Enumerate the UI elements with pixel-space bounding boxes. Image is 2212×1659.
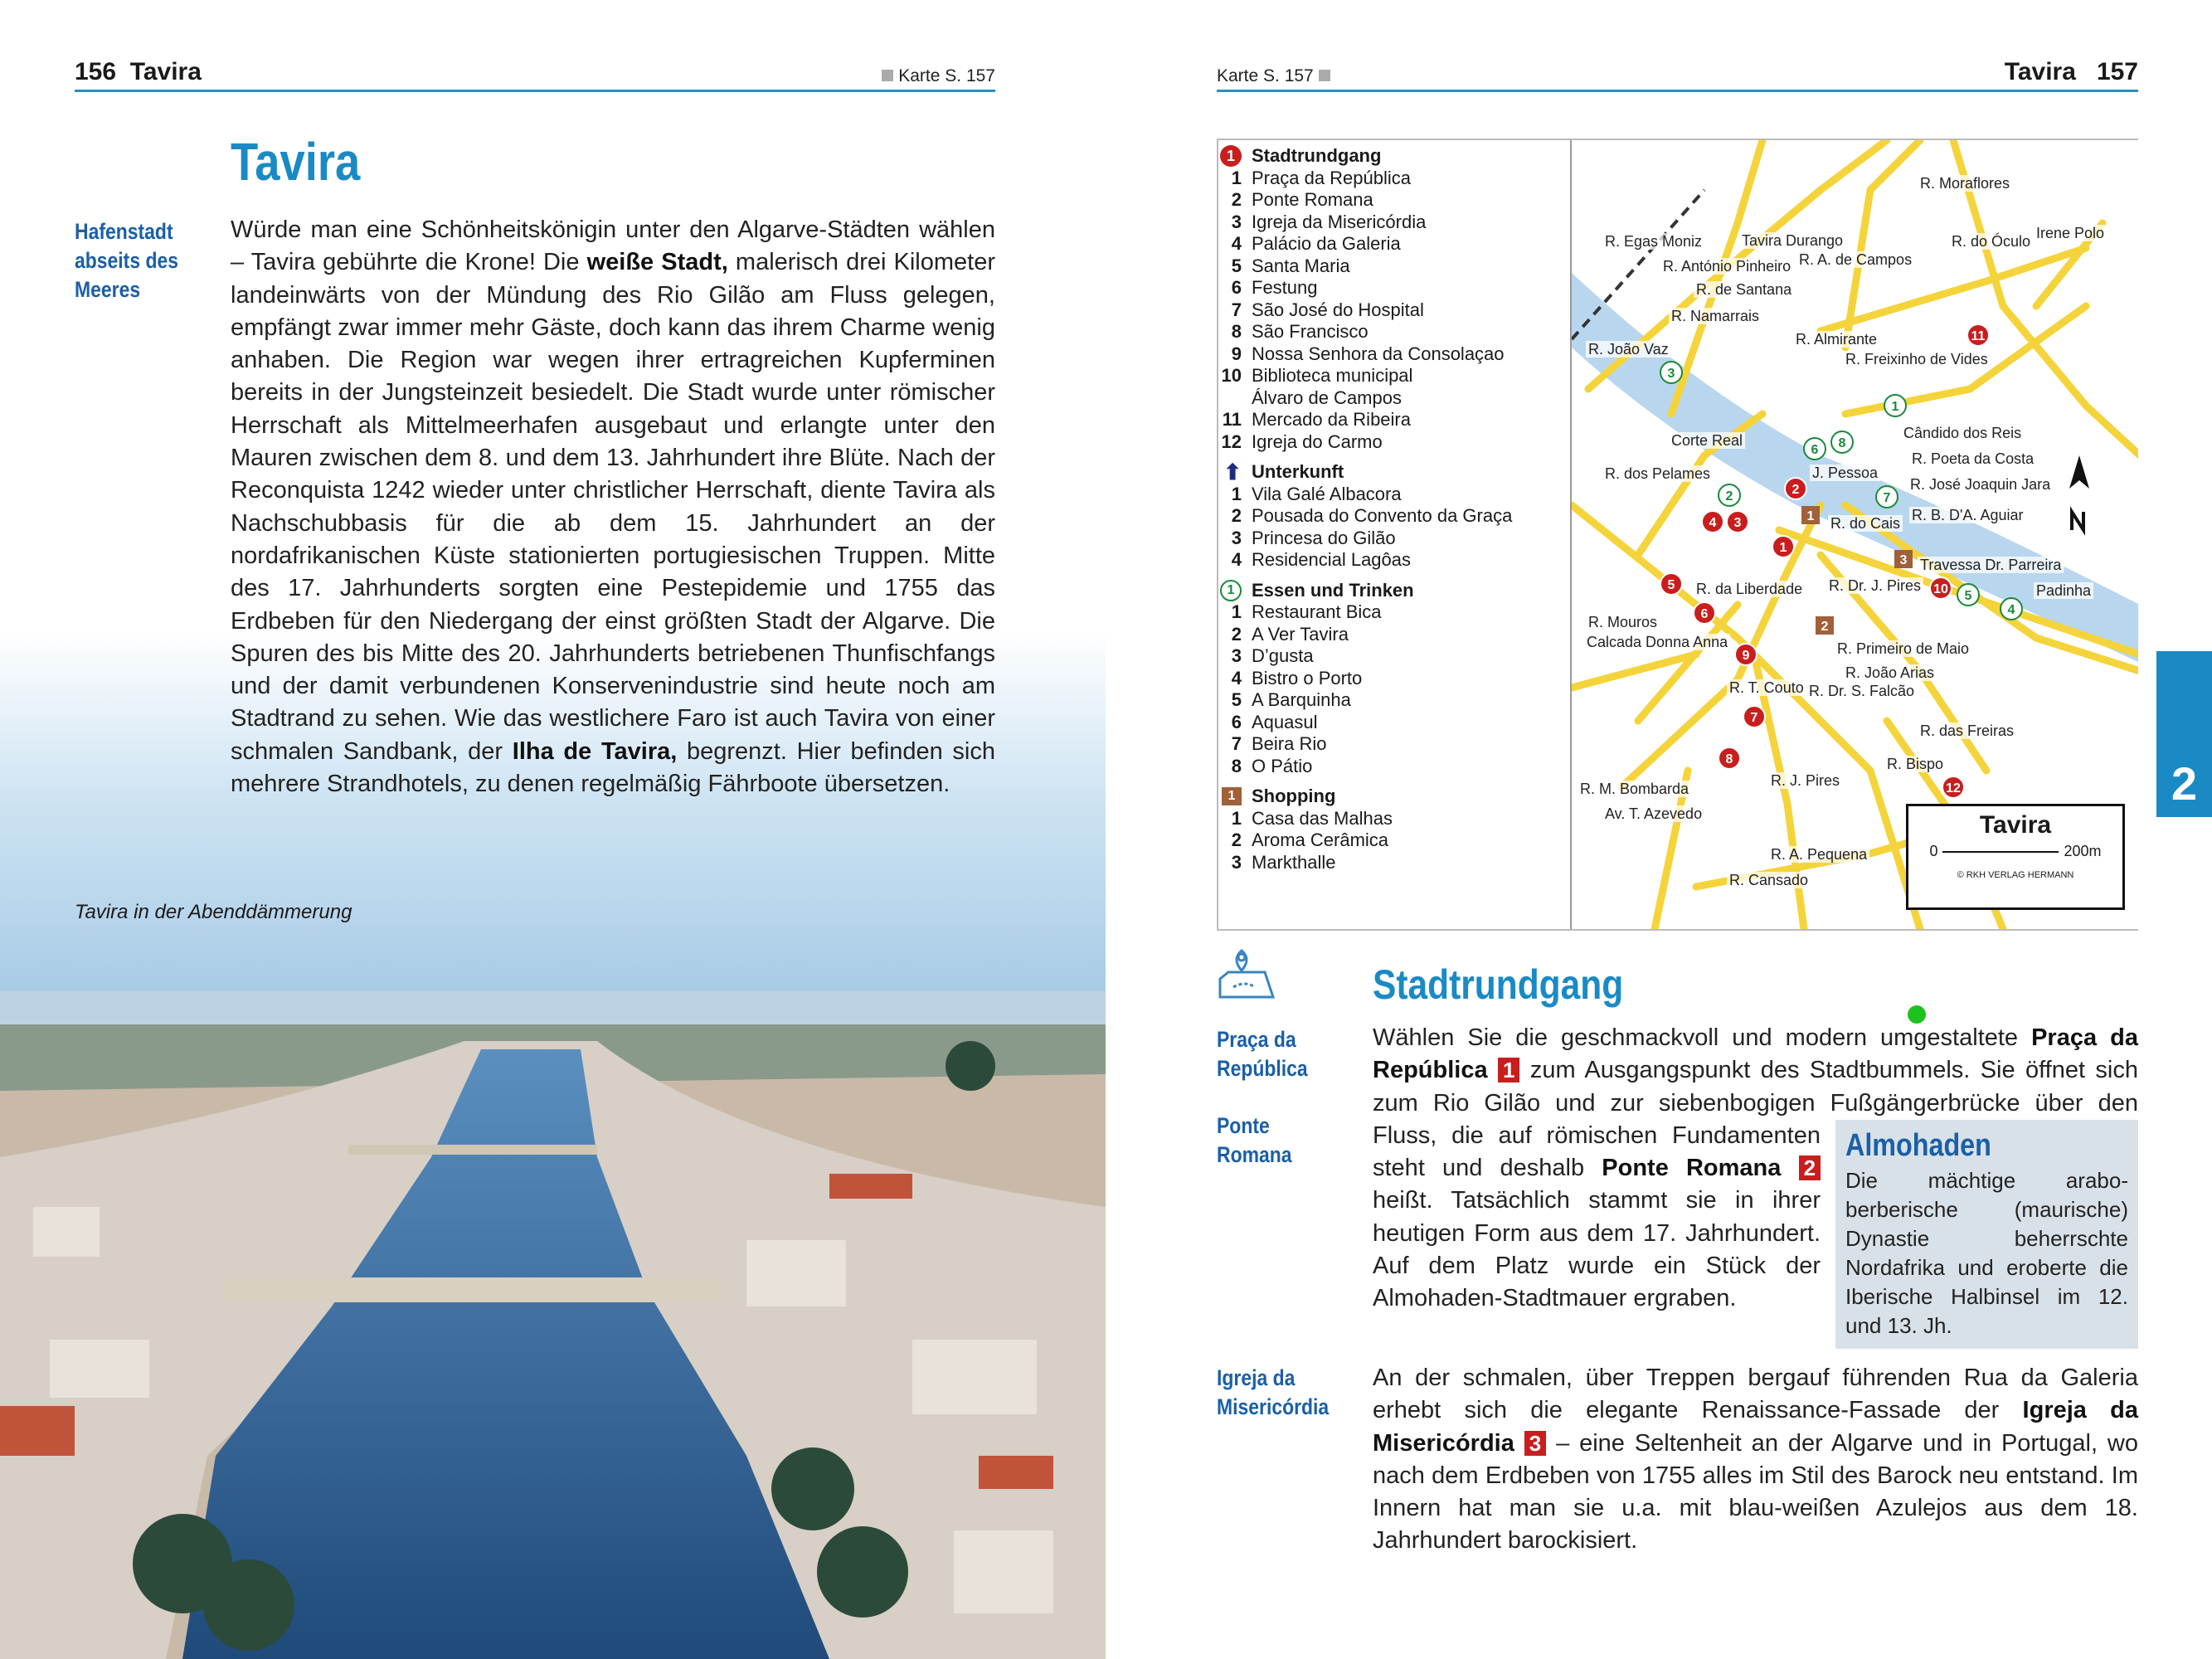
map-ref-text: Karte S. 157	[1217, 66, 1314, 85]
sight-number-badge: 2	[1799, 1155, 1821, 1180]
sight-marker[interactable]	[1735, 644, 1757, 665]
svg-text:1: 1	[1806, 509, 1815, 523]
street-label: Irene Polo	[2036, 225, 2105, 241]
street-label: R. do Cais	[1830, 515, 1901, 532]
street-label: R. Freixinho de Vides	[1845, 351, 1988, 367]
sight-marker[interactable]	[1942, 776, 1964, 798]
legend-item: 1 Casa das Malhas	[1231, 807, 1393, 829]
paragraph-praca: Almohaden Die mächtige arabo-berberische (maurische) Dynastie beherrschte Nordafrika und eroberte die Iberische Halbinsel im 12. und 13. Jh. Wählen Sie die geschmackvoll und modern umgestaltete Praça da República 1 zum Ausgangspunkt des Stadtbummels. Sie öffnet sich zum Rio Gilão und zur siebenbogigen Fußgängerbrücke über den Fluss, die auf römischen Fundamenten steht und deshalb Ponte Romana 2 heißt. Tatsächlich stammt sie in ihrer heutigen Form aus dem 17. Jahrhundert. Auf dem Platz wurde ein Stück der Almohaden-Stadtmauer ergraben.	[1373, 1022, 2138, 1357]
street-label: Av. T. Azevedo	[1605, 805, 1703, 822]
margin-label: Igreja da Misericórdia	[1217, 1365, 1330, 1419]
north-arrow-icon	[2069, 455, 2089, 530]
accommodation-house-icon: ⬆	[1223, 460, 1242, 484]
street-label: R. dos Pelames	[1605, 465, 1711, 482]
map-reference-right	[1217, 66, 1330, 86]
sight-marker[interactable]	[1785, 478, 1806, 499]
street-label: Travessa Dr. Parreira	[1920, 557, 2062, 573]
legend-item: 3 Princesa do Gilão	[1231, 527, 1396, 548]
svg-text:6: 6	[1811, 443, 1819, 457]
legend-item: 5 Santa Maria	[1231, 255, 1350, 276]
legend-item: 7 São José do Hospital	[1231, 299, 1424, 320]
legend-item: 7 Beira Rio	[1231, 733, 1327, 754]
map-reference	[829, 66, 995, 86]
shop-marker[interactable]	[1816, 616, 1834, 635]
legend-item: 6 Aquasul	[1231, 711, 1318, 732]
sight-marker[interactable]	[1930, 577, 1952, 599]
shopping-marker-icon: 1	[1222, 787, 1242, 805]
street-label: R. Bispo	[1887, 756, 1944, 772]
street-label: R. Moraflores	[1920, 175, 2010, 192]
restaurant-marker[interactable]	[1884, 395, 1906, 416]
map-copyright: © RKH VERLAG HERMANN	[1957, 870, 2074, 880]
legend-item: 2 A Ver Tavira	[1231, 623, 1349, 645]
svg-text:5: 5	[1667, 578, 1675, 592]
street-label: Cândido dos Reis	[1903, 425, 2022, 441]
map-legend: 1 Stadtrundgang 1 Praça da República 2 Ponte Romana 3 Igreja da Misericórdia 4 Palácio da Galeria 5 Santa Maria 6 Festung 7 São José do Hospital 8 São Francisco 9 Nossa Senhora da Consolaçao 10 Biblioteca municipal Álvaro de Campos 11 Mercado da Ribeira 12 Igreja do Carmo ⬆ Unterkunft 1 Vila Galé Albacora 2 Pousada do Convento da Graça 3 Princesa do Gilão 4 Residencial Lagôas 1 Essen und Trinken 1 Restaurant Bica 2 A Ver Tavira 3 D’gusta 4 Bistro o Porto 5 A Barquinha 6 Aquasul 7 Beira Rio 8 O Pátio 1 Shopping 1 Casa das Malhas 2 Aroma Cerâmica 3 Markthalle	[1218, 145, 1571, 873]
street-label: R. João Arias	[1845, 664, 1935, 681]
legend-item: 3 D’gusta	[1231, 645, 1314, 666]
svg-text:3: 3	[1733, 516, 1742, 530]
legend-item: 8 São Francisco	[1231, 321, 1369, 342]
restaurant-marker[interactable]	[2001, 598, 2022, 620]
svg-text:9: 9	[1742, 649, 1750, 663]
intro-text: Würde man eine Schönheitskönigin unter den Algarve-Städten wählen – Tavira gebührte die Krone! Die weiße Stadt, malerisch drei Kilometer landeinwärts von der Mündung des Rio Gilão am Fluss gelegen, empfängt zwar immer mehr Gäste, doch kann das ihrem Charme wenig anhaben. Die Region war wegen ihrer ertragreichen Kupferminen bereits in der Jungsteinzeit besiedelt. Die Stadt wurde unter römischer Herrschaft als Mittelmeerhafen ausgebaut und erlangte unter den Mauren zwischen dem 8. und dem 13. Jahrhundert ihre Blüte. Nach der Reconquista 1242 wieder unter christlicher Herrschaft, diente Tavira als Nachschubbasis für die ab dem 15. Jahrhundert an der nordafrikanischen Küste stationierten portugiesischen Truppen. Mitte des 17. Jahrhunderts sorgten eine Pestepidemie und 1755 das Erdbeben für den Niedergang der einst größten Stadt der Algarve. Die Spuren des bis Mitte des 20. Jahrhunderts betriebenen Thunfischfangs und der damit verbundenen Konservenindustrie sind heute noch am Stadtrand zu sehen. Wie das westlichere Faro ist auch Tavira von einer schmalen Sandbank, der Ilha de Tavira, begrenzt. Hier befinden sich mehrere Strandhotels, zu denen regelmäßig Fährboote übersetzen.	[231, 216, 996, 798]
svg-text:2: 2	[1725, 489, 1733, 504]
street-label: R. A. de Campos	[1799, 251, 1913, 268]
chapter-tab[interactable]: 2	[2156, 651, 2212, 817]
svg-text:4: 4	[2007, 603, 2015, 617]
svg-text:3: 3	[1899, 553, 1908, 567]
svg-text:6: 6	[1700, 607, 1709, 621]
legend-item: 3 Markthalle	[1231, 851, 1336, 873]
restaurant-marker[interactable]	[1719, 484, 1740, 506]
street-label: R. M. Bombarda	[1580, 781, 1689, 797]
legend-item: 10 Biblioteca municipal	[1221, 365, 1413, 386]
street-label: Tavira Durango	[1742, 232, 1844, 249]
info-box-text: Die mächtige arabo-berberische (maurische) Dynastie beherrschte Nordafrika und eroberte die Iberische Halbinsel im 12. und 13. Jh.	[1845, 1168, 2128, 1338]
street-label: R. Dr. J. Pires	[1829, 577, 1922, 594]
section-title: Stadtrundgang	[1373, 961, 1624, 1008]
sight-marker[interactable]	[1727, 511, 1748, 533]
map-ref-text: Karte S. 157	[898, 66, 995, 85]
sight-marker-icon: 1	[1220, 145, 1242, 167]
margin-label: Ponte Romana	[1217, 1113, 1292, 1167]
scale-bar: 0 200m	[1929, 843, 2102, 859]
legend-item: 9 Nossa Senhora da Consolaçao	[1231, 343, 1505, 364]
restaurant-marker[interactable]	[1957, 584, 1979, 606]
svg-text:12: 12	[1946, 781, 1961, 795]
street-label: R. do Óculo	[1952, 233, 2031, 250]
info-box-almohaden	[1835, 1120, 2138, 1349]
legend-item: 4 Residencial Lagôas	[1231, 549, 1412, 570]
map-canvas	[1570, 140, 2138, 929]
map-inset	[1906, 804, 2125, 910]
page-title: Tavira	[231, 132, 361, 192]
street-label: R. A. Pequena	[1771, 846, 1868, 863]
restaurant-marker[interactable]	[1876, 486, 1898, 508]
legend-item: 4 Palácio da Galeria	[1231, 233, 1401, 254]
street-label: R. Primeiro de Maio	[1837, 640, 1970, 657]
street-label: R. da Liberdade	[1696, 581, 1803, 597]
paragraph-igreja: An der schmalen, über Treppen bergauf führenden Rua da Galeria erhebt sich die elegante Renaissance-Fassade der Igreja da Misericórdia 3 – eine Seltenheit an der Algarve und in Portugal, wo nach dem Erdbeben von 1755 alles im Stil des Barock neu entstand. Im Innern hat man sie u.a. mit blau-weißen Azulejos aus dem 18. Jahrhundert barockisiert.	[1373, 1365, 2138, 1554]
legend-item: 12 Igreja do Carmo	[1221, 431, 1383, 452]
street-label: R. Mouros	[1588, 614, 1658, 630]
legend-item: 1 Restaurant Bica	[1231, 601, 1382, 622]
street-label: R. Cansado	[1729, 872, 1809, 888]
legend-item: 3 Igreja da Misericórdia	[1231, 211, 1427, 232]
green-dot	[1908, 1005, 1926, 1024]
street-label: R. Dr. S. Falcão	[1809, 683, 1915, 699]
legend-item: 2 Pousada do Convento da Graça	[1231, 505, 1513, 526]
street-label: R. João Vaz	[1588, 341, 1669, 358]
legend-item: 5 A Barquinha	[1231, 689, 1351, 710]
svg-text:1: 1	[1891, 400, 1899, 414]
street-label: R. Egas Moniz	[1605, 233, 1703, 250]
margin-label: Hafenstadt abseits des Meeres	[75, 219, 179, 302]
photo-caption: Tavira in der Abenddämmerung	[75, 901, 352, 923]
street-label: R. António Pinheiro	[1663, 258, 1791, 275]
svg-text:1: 1	[1779, 541, 1787, 555]
street-label: Padinha	[2036, 582, 2092, 599]
street-label: Calcada Donna Anna	[1587, 634, 1728, 650]
svg-text:2: 2	[1791, 483, 1800, 497]
inset-title: Tavira	[1979, 811, 2052, 839]
street-label: R. B. D'A. Aguiar	[1912, 507, 2024, 523]
svg-text:7: 7	[1883, 491, 1891, 505]
header-rule	[75, 90, 995, 92]
legend-item: 6 Festung	[1231, 277, 1318, 298]
svg-text:4: 4	[1709, 516, 1717, 530]
margin-label: Praça da República	[1217, 1027, 1308, 1081]
svg-text:7: 7	[1750, 711, 1758, 725]
running-title: Tavira	[129, 58, 202, 85]
sight-number-badge: 1	[1498, 1058, 1519, 1082]
shop-marker[interactable]	[1894, 550, 1913, 568]
street-label: R. T. Couto	[1729, 679, 1804, 696]
info-box-title: Almohaden	[1845, 1128, 1991, 1163]
shop-marker[interactable]	[1801, 506, 1820, 524]
restaurant-marker[interactable]	[1660, 362, 1682, 383]
legend-item: 1 Praça da República	[1231, 167, 1412, 188]
legend-item: Álvaro de Campos	[1252, 387, 1402, 408]
street-label: R. J. Pires	[1771, 772, 1840, 789]
sight-marker[interactable]	[1967, 324, 1989, 346]
street-label: R. José Joaquin Jara	[1910, 476, 2051, 493]
svg-text:8: 8	[1838, 436, 1846, 450]
page-number: 157	[2096, 58, 2138, 85]
header-rule	[1217, 90, 2138, 92]
running-title: Tavira	[2004, 58, 2076, 85]
tavira-photo	[0, 991, 1106, 1659]
page-header-left	[75, 58, 202, 86]
map-route-icon	[1217, 946, 1276, 1008]
street-label: R. Almirante	[1796, 331, 1878, 348]
sight-marker[interactable]	[1719, 747, 1740, 769]
svg-text:8: 8	[1725, 752, 1733, 766]
legend-item: 11 Mercado da Ribeira	[1222, 409, 1411, 430]
page-number: 156	[75, 58, 117, 85]
street-label: R. das Freiras	[1920, 722, 2015, 739]
legend-item: 4 Bistro o Porto	[1231, 667, 1363, 688]
sight-marker[interactable]	[1772, 536, 1794, 557]
sight-marker[interactable]	[1702, 511, 1723, 533]
legend-item: 1 Vila Galé Albacora	[1231, 483, 1402, 504]
svg-text:2: 2	[1821, 620, 1829, 634]
legend-item: 2 Aroma Cerâmica	[1231, 830, 1389, 850]
page-header-right	[2005, 58, 2138, 86]
svg-text:5: 5	[1964, 589, 1972, 603]
svg-text:10: 10	[1933, 582, 1948, 596]
street-label: R. Namarrais	[1671, 308, 1760, 324]
sight-number-badge: 3	[1524, 1431, 1546, 1456]
city-map	[1217, 139, 2138, 931]
legend-item: 8 O Pátio	[1231, 755, 1313, 776]
svg-text:11: 11	[1971, 329, 1986, 343]
street-label: R. de Santana	[1696, 281, 1792, 298]
street-label: R. Poeta da Costa	[1912, 450, 2035, 467]
restaurant-marker[interactable]	[1831, 431, 1853, 453]
sight-marker[interactable]	[1694, 602, 1715, 624]
section-text	[1373, 1022, 2138, 1558]
legend-item: 2 Ponte Romana	[1231, 189, 1373, 210]
restaurant-marker[interactable]	[1804, 438, 1826, 460]
street-label: J. Pessoa	[1812, 465, 1879, 481]
restaurant-marker-icon: 1	[1220, 580, 1242, 601]
sight-marker[interactable]	[1743, 706, 1765, 727]
sight-marker[interactable]	[1660, 573, 1682, 595]
svg-text:3: 3	[1667, 367, 1675, 381]
street-label: Corte Real	[1671, 432, 1743, 449]
